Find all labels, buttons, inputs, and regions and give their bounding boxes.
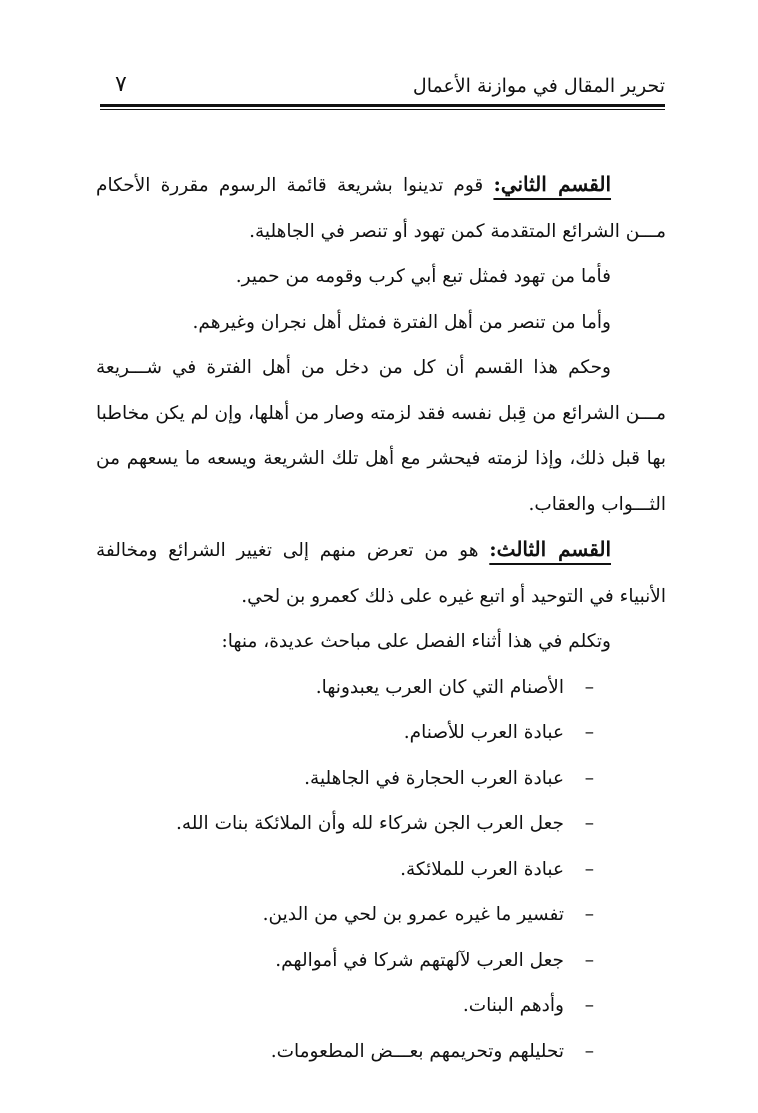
list-item [96,892,594,938]
topics-intro: وتكلم في هذا أثناء الفصل على مباحث عديدة، منها: [221,631,611,652]
list-item [96,983,594,1029]
header-rule [100,104,665,107]
page-number: ٧ [115,72,127,97]
list-item-text: تفسير ما غيره عمرو بن لحي من الدين. [262,904,564,925]
list-item-text: تحليلهم وتحريمهم بعـــض المطعومات. [270,1040,564,1062]
jews-paragraph: فأما من تهود فمثل تبع أبي كرب وقومه من حمير. [235,266,611,287]
list-item [96,710,594,756]
list-item-text: جعل العرب لآلهتهم شركا في أموالهم. [275,949,564,971]
dash-bullet: – [584,676,594,698]
ruling-paragraph: وحكم هذا القسم أن كل من دخل من أهل الفترة في شـــريعة مـــن الشرائع من قِبل نفسه فقد لزمته وصار من أهلها، وإن لم يكن مخاطبا بها قبل ذلك، وإذا لزمته فيحشر مع أهل تلك الشريعة ويسعه ما يسعهم من الثـــواب والعقاب. [96,357,666,515]
dash-bullet: – [584,722,594,743]
dash-bullet: – [584,995,594,1016]
list-item [96,801,594,847]
page-body [96,162,666,1074]
list-item [96,847,594,893]
list-item [96,1029,594,1075]
christians-paragraph: وأما من تنصر من أهل الفترة فمثل أهل نجران وغيرهم. [192,311,611,333]
list-item-text: عبادة العرب للأصنام. [403,722,564,743]
list-item [96,665,594,711]
list-item-text: عبادة العرب للملائكة. [400,858,564,880]
dash-bullet: – [584,767,594,789]
dash-bullet: – [584,949,594,971]
list-item [96,938,594,984]
list-item [96,756,594,802]
list-item-text: جعل العرب الجن شركاء لله وأن الملائكة بنات الله. [175,813,564,834]
list-item-text: عبادة العرب الحجارة في الجاهلية. [304,767,564,789]
topics-list [96,665,666,1075]
dash-bullet: – [584,858,594,880]
book-title: تحرير المقال في موازنة الأعمال [412,75,665,97]
section-three-paragraph [96,527,666,619]
header-rule-thin [100,109,665,110]
dash-bullet: – [584,1040,594,1062]
list-item-text: الأصنام التي كان العرب يعبدونها. [315,676,564,698]
section-three-text: هو من تعرض منهم إلى تغيير الشرائع ومخالفة الأنبياء في التوحيد أو اتبع غيره على ذلك كعمرو بن لحي. [96,540,666,607]
dash-bullet: – [584,813,594,834]
section-three-heading: القسم الثالث: [489,537,611,561]
section-two-text: قوم تدينوا بشريعة قائمة الرسوم مقررة الأحكام مـــن الشرائع المتقدمة كمن تهود أو تنصر في الجاهلية. [96,175,666,242]
section-two-heading: القسم الثاني: [493,172,612,196]
section-two-paragraph [96,162,666,254]
running-header [100,68,665,106]
dash-bullet: – [584,904,594,925]
list-item-text: وأدهم البنات. [462,995,564,1016]
